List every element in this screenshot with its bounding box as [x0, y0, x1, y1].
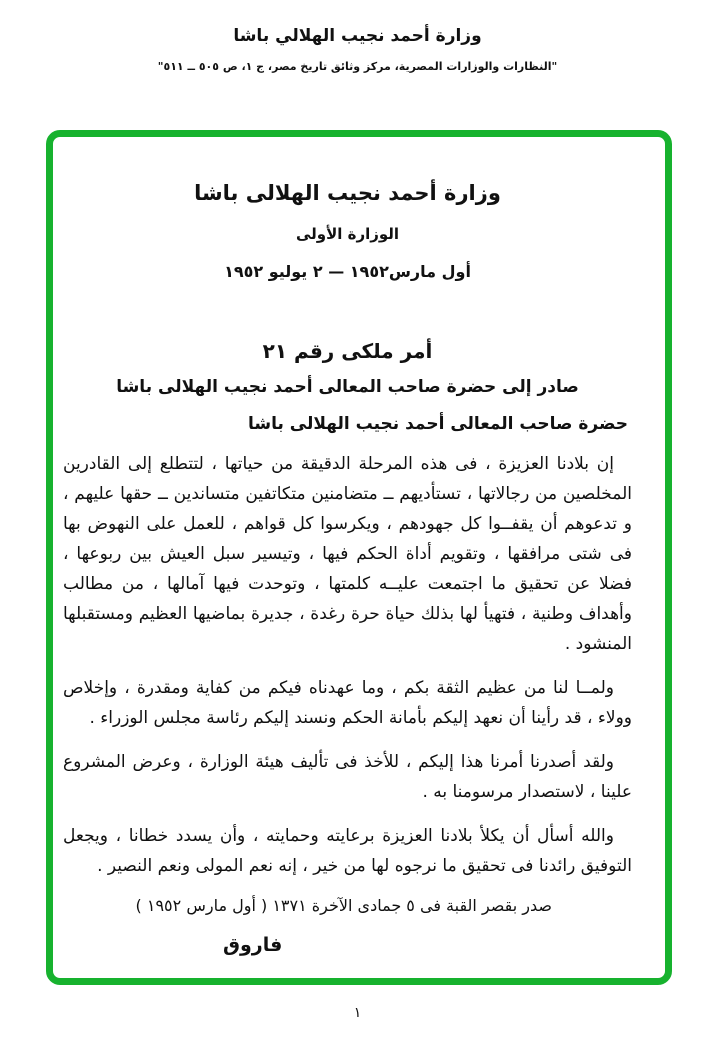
- cabinet-label: الوزارة الأولى: [295, 225, 400, 243]
- decree-paragraph-3: ولقد أصدرنا أمرنا هذا إليكم ، للأخذ فى تأليف هيئة الوزارة ، وعرض المشروع علينا ، لاستصدار مرسومنا به .: [63, 752, 632, 802]
- decree-issued-to: صادر إلى حضرة صاحب المعالى أحمد نجيب الهلالى باشا: [116, 377, 579, 397]
- ministry-title: وزارة أحمد نجيب الهلالى باشا: [194, 181, 501, 205]
- royal-signature: فاروق: [223, 934, 283, 956]
- issued-date-line: صدر بقصر القبة فى ٥ جمادى الآخرة ١٣٧١ ( أول مارس ١٩٥٢ ): [135, 896, 552, 915]
- cabinet-date-range: أول مارس١٩٥٢ — ٢ يوليو ١٩٥٢: [224, 262, 471, 281]
- decree-title: أمر ملكى رقم ٢١: [262, 339, 433, 363]
- page-header: [0, 0, 715, 73]
- decree-paragraph-4: والله أسأل أن يكلأ بلادنا العزيزة برعايته وحمايته ، وأن يسدد خطانا ، ويجعل التوفيق رائدنا فى تحقيق ما نرجوه لها من خير ، إنه نعم المولى ونعم النصير .: [63, 826, 632, 876]
- addressee-line: حضرة صاحب المعالى أحمد نجيب الهلالى باشا: [247, 414, 628, 434]
- page-number: ١: [353, 1005, 362, 1021]
- decree-frame: [46, 130, 672, 985]
- source-citation: "النظارات والوزارات المصرية، مركز وثائق تاريخ مصر، ج ١، ص ٥٠٥ ــ ٥١١": [157, 60, 558, 73]
- decree-paragraph-2: ولمــا لنا من عظيم الثقة بكم ، وما عهدناه فيكم من كفاية ومقدرة ، وإخلاص وولاء ، قد رأينا أن نعهد إليكم بأمانة الحكم ونسند إليكم رئاسة مجلس الوزراء .: [63, 678, 632, 728]
- decree-paragraph-1: إن بلادنا العزيزة ، فى هذه المرحلة الدقيقة من حياتها ، لتتطلع إلى القادرين المخلصين من رجالاتها ، تستأديهم ــ متضامنين متكاتفين متساندين ــ حقها عليهم ، و تدعوهم أن يقفــوا كل جهودهم ، ويكرسوا كل قواهم ، للعمل على النهوض بها فى شتى مرافقها ، وتقويم أداة الحكم فيها ، وتيسير سبل العيش بين ربوعها ، فضلا عن تحقيق ما اجتمعت عليــه كلمتها ، وتوحدت فيها آمالها ، من مطالب وأهداف وطنية ، فتهيأ لها بذلك حياة حرة رغدة ، جديرة بماضيها العظيم ومستقبلها المنشود .: [63, 454, 632, 654]
- page-title: وزارة أحمد نجيب الهلالي باشا: [233, 26, 482, 46]
